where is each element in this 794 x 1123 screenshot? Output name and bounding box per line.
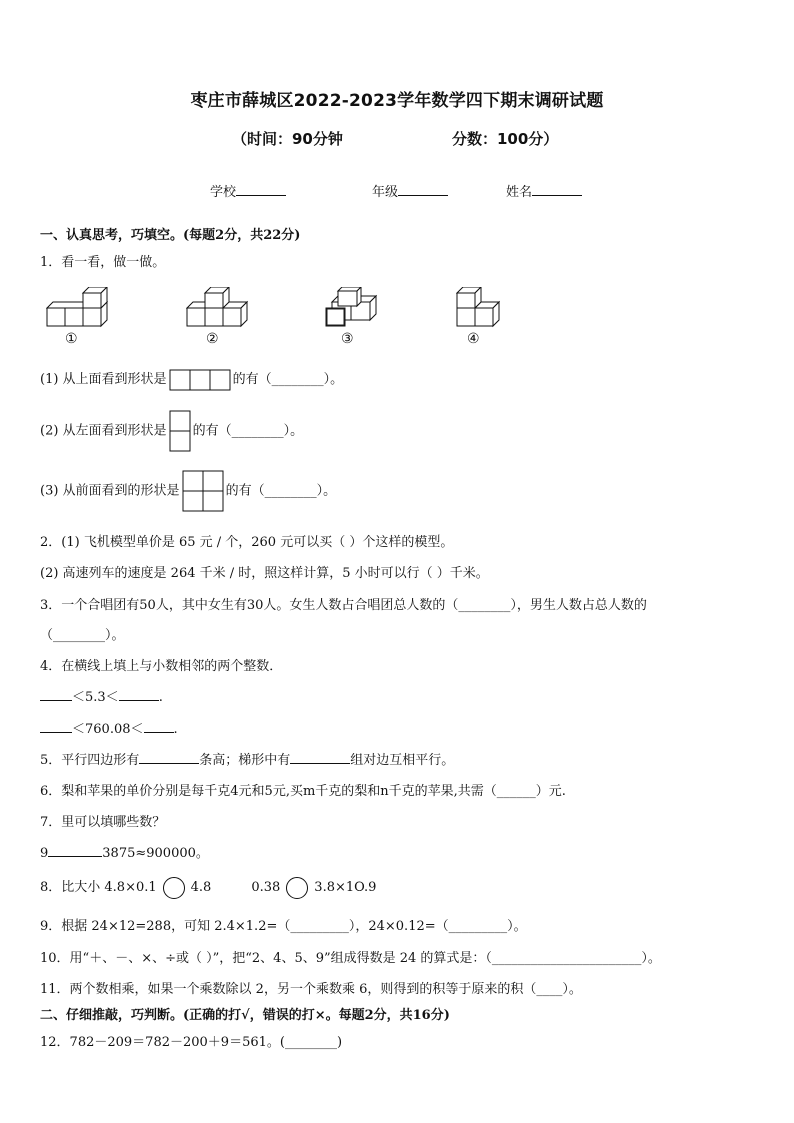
q7-suffix: 3875≈900000。 bbox=[102, 846, 209, 861]
figure-3-caption: ③ bbox=[341, 331, 354, 347]
q4-stem: 4．在横线上填上与小数相邻的两个整数． bbox=[40, 659, 283, 674]
q1-part-2-suffix: 的有（________）。 bbox=[192, 423, 304, 439]
figure-2-cubes bbox=[186, 287, 248, 329]
q7-blank[interactable] bbox=[48, 844, 102, 857]
q5-blank-2[interactable] bbox=[290, 751, 350, 764]
q1-part-2-prefix: (2) 从左面看到形状是 bbox=[40, 423, 167, 439]
exam-score: 分数：100分） bbox=[452, 130, 559, 148]
q1-part-1-prefix: (1) 从上面看到形状是 bbox=[40, 372, 167, 387]
grade-field[interactable] bbox=[372, 181, 448, 200]
figure-4-cubes bbox=[456, 287, 500, 329]
q4a-blank-right[interactable] bbox=[119, 688, 159, 701]
q1-part-3-prefix: (3) 从前面看到的形状是 bbox=[40, 483, 180, 499]
section-2-title: 二、仔细推敲，巧判断。(正确的打√，错误的打×。每题2分，共16分) bbox=[40, 1008, 450, 1023]
q8 bbox=[40, 876, 376, 899]
school-blank[interactable] bbox=[236, 183, 286, 196]
q8-expr-3: 0.38 bbox=[251, 880, 281, 895]
q5-part-b: 条高；梯形中有 bbox=[199, 753, 291, 768]
q4a-blank-left[interactable] bbox=[40, 688, 72, 701]
q1-part-3-suffix: 的有（________）。 bbox=[225, 483, 337, 499]
page-title: 枣庄市薛城区2022-2023学年数学四下期末调研试题 bbox=[190, 91, 604, 111]
q5-part-c: 组对边互相平行。 bbox=[350, 753, 455, 768]
q4b-blank-right[interactable] bbox=[144, 720, 174, 733]
figure-2-caption: ② bbox=[206, 331, 219, 347]
figure-3-cubes bbox=[325, 287, 377, 329]
figure-1-caption: ① bbox=[65, 331, 78, 347]
q1-stem: 1．看一看，做一做。 bbox=[40, 255, 166, 270]
front-view-four-squares-icon bbox=[182, 470, 224, 512]
name-blank[interactable] bbox=[532, 183, 582, 196]
q1-part-3 bbox=[40, 470, 336, 512]
q5-blank-1[interactable] bbox=[139, 751, 199, 764]
grade-label: 年级 bbox=[372, 185, 399, 200]
q9: 9．根据 24×12=288，可知 2.4×1.2=（_________），24×0.12=（_________）。 bbox=[40, 919, 527, 934]
name-label: 姓名 bbox=[506, 185, 533, 200]
q4a-text: ＜5.3＜ bbox=[72, 690, 119, 705]
name-field[interactable] bbox=[506, 181, 582, 200]
q4-line-a: ＜5.3＜ . bbox=[40, 686, 163, 705]
q4b-blank-left[interactable] bbox=[40, 720, 72, 733]
q1-part-2 bbox=[40, 410, 303, 452]
school-field[interactable] bbox=[210, 181, 286, 200]
q6: 6．梨和苹果的单价分别是每千克4元和5元,买m千克的梨和n千克的苹果,共需（______）元. bbox=[40, 784, 566, 799]
q8-compare-circle-2[interactable] bbox=[286, 877, 308, 899]
q5 bbox=[40, 749, 454, 768]
section-1-title: 一、认真思考，巧填空。(每题2分，共22分) bbox=[40, 228, 301, 243]
q3-line-2: （________）。 bbox=[40, 628, 125, 643]
school-label: 学校 bbox=[210, 185, 237, 200]
q4-line-b: ＜760.08＜ . bbox=[40, 718, 178, 737]
q2-part-2: (2) 高速列车的速度是 264 千米 / 时，照这样计算，5 小时可以行（ ）千米。 bbox=[40, 566, 489, 581]
q8-expr-4: 3.8×1O.9 bbox=[314, 880, 377, 895]
q2-part-1: 2．(1) 飞机模型单价是 65 元 / 个，260 元可以买（ ）个这样的模型。 bbox=[40, 535, 454, 550]
q8-compare-circle-1[interactable] bbox=[163, 877, 185, 899]
q5-part-a: 5．平行四边形有 bbox=[40, 753, 140, 768]
q7-line bbox=[40, 842, 209, 861]
q3-line-1: 3．一个合唱团有50人，其中女生有30人。女生人数占合唱团总人数的（________），男生人数占总人数的 bbox=[40, 598, 647, 613]
q10: 10．用“＋、－、×、÷或（ ）”，把“2、4、5、9”组成得数是 24 的算式是：（_______________________）。 bbox=[40, 951, 661, 966]
exam-time: （时间：90分钟 bbox=[232, 130, 343, 148]
q12: 12．782－209＝782－200＋9＝561。(________) bbox=[40, 1035, 343, 1050]
q8-expr-1: 8．比大小 4.8×0.1 bbox=[40, 880, 157, 895]
q11: 11．两个数相乘，如果一个乘数除以 2，另一个乘数乘 6，则得到的积等于原来的积（____）。 bbox=[40, 982, 582, 997]
q4b-text: ＜760.08＜ bbox=[72, 722, 144, 737]
left-view-two-squares-icon bbox=[169, 410, 191, 452]
figure-4-caption: ④ bbox=[467, 331, 480, 347]
figure-1-cubes bbox=[46, 287, 108, 329]
q1-part-1-suffix: 的有（________）。 bbox=[232, 372, 344, 387]
top-view-three-squares-icon bbox=[169, 369, 231, 391]
q1-part-1 bbox=[40, 368, 343, 391]
q8-expr-2: 4.8 bbox=[190, 880, 212, 895]
q7-prefix: 9 bbox=[40, 846, 49, 861]
q7-stem: 7．里可以填哪些数？ bbox=[40, 815, 166, 830]
grade-blank[interactable] bbox=[398, 183, 448, 196]
